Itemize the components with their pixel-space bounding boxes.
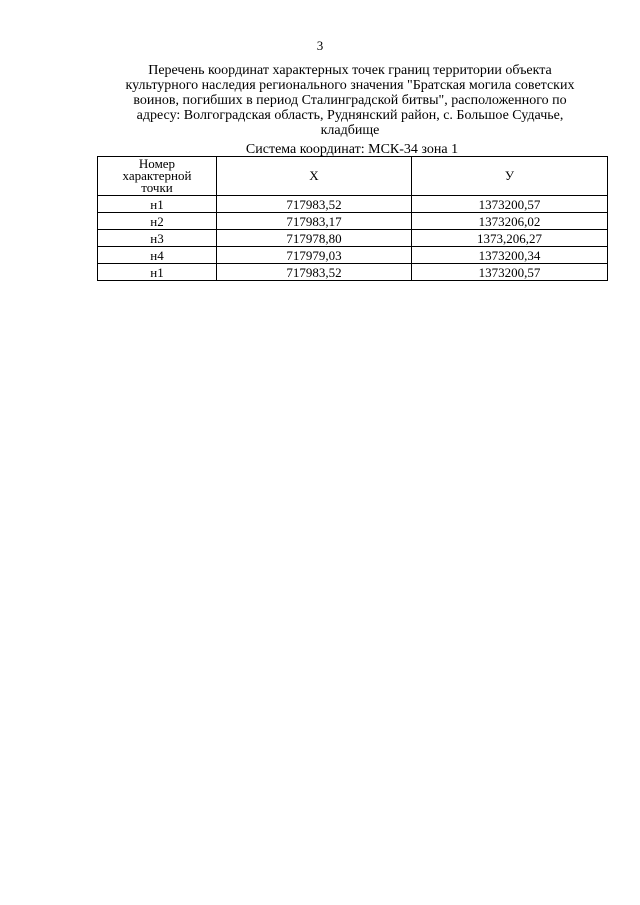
cell-point: н4 <box>98 247 217 264</box>
cell-y: 1373,206,27 <box>412 230 608 247</box>
cell-x: 717979,03 <box>217 247 412 264</box>
cell-point: н1 <box>98 264 217 281</box>
table-row <box>98 264 608 281</box>
title-line: адресу: Волгоградская область, Руднянский район, с. Большое Судачье, <box>136 108 564 123</box>
coordinate-system-label: Система координат: МСК-34 зона 1 <box>245 142 459 157</box>
table-row <box>98 247 608 264</box>
title-line: культурного наследия регионального значения "Братская могила советских <box>125 78 575 93</box>
header-y: У <box>412 157 608 196</box>
header-point-number <box>98 157 217 196</box>
header-point-line: Номер <box>138 156 176 171</box>
cell-point: н1 <box>98 196 217 213</box>
cell-x: 717983,52 <box>217 196 412 213</box>
cell-x: 717983,52 <box>217 264 412 281</box>
cell-y: 1373200,34 <box>412 247 608 264</box>
cell-point: н2 <box>98 213 217 230</box>
cell-x: 717978,80 <box>217 230 412 247</box>
cell-y: 1373200,57 <box>412 196 608 213</box>
header-point-line: характерной <box>122 168 192 183</box>
cell-y: 1373200,57 <box>412 264 608 281</box>
cell-point: н3 <box>98 230 217 247</box>
cell-y: 1373206,02 <box>412 213 608 230</box>
table-row <box>98 196 608 213</box>
title-line: кладбище <box>320 123 380 138</box>
header-point-line: точки <box>141 180 173 195</box>
table-header-row <box>98 157 608 196</box>
title-line: Перечень координат характерных точек границ территории объекта <box>148 63 552 78</box>
document-title <box>90 63 610 138</box>
table-row <box>98 213 608 230</box>
coordinates-table <box>97 156 608 281</box>
header-x: X <box>217 157 412 196</box>
table-row <box>98 230 608 247</box>
cell-x: 717983,17 <box>217 213 412 230</box>
page-number: 3 <box>316 38 324 53</box>
title-line: воинов, погибших в период Сталинградской битвы", расположенного по <box>133 93 567 108</box>
